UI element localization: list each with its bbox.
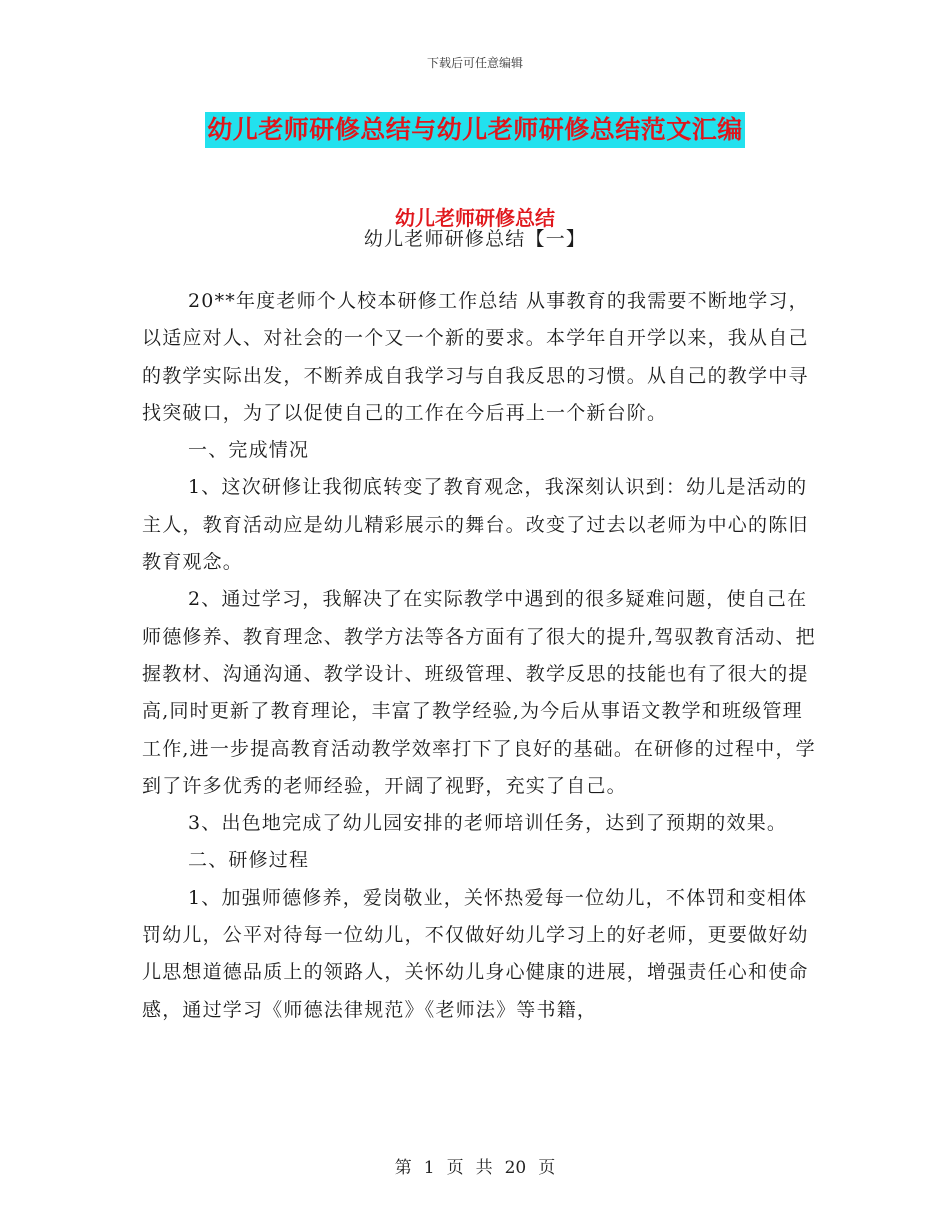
paragraph-process-1: 1、加强师德修养，爱岗敬业，关怀热爱每一位幼儿，不体罚和变相体罚幼儿，公平对待每一位幼儿，不仅做好幼儿学习上的好老师，更要做好幼儿思想道德品质上的领路人，关怀幼儿身心健康的进展，增强责任心和使命感，通过学习《师德法律规范》《老师法》等书籍， — [142, 886, 809, 1021]
document-title: 幼儿老师研修总结与幼儿老师研修总结范文汇编 — [205, 112, 745, 148]
section-title: 幼儿老师研修总结 — [395, 206, 555, 230]
page-footer — [0, 1153, 950, 1178]
total-pages: 20 — [504, 1158, 527, 1178]
heading-process: 二、研修过程 — [188, 849, 310, 872]
paragraph-item-2: 2、通过学习，我解决了在实际教学中遇到的很多疑难问题，使自己在师德修养、教育理念、教学方法等各方面有了很大的提升,驾驭教育活动、把握教材、沟通沟通、教学设计、班级管理、教学反思的技能也有了很大的提高,同时更新了教育理论，丰富了教学经验,为今后从事语文教学和班级管理工作,进一步提高教育活动教学效率打下了良好的基础。在研修的过程中，学到了许多优秀的老师经验，开阔了视野，充实了自己。 — [142, 588, 816, 797]
document-body — [142, 228, 822, 1029]
paragraph-item-3: 3、出色地完成了幼儿园安排的老师培训任务，达到了预期的效果。 — [188, 812, 788, 835]
paragraph-item-1: 1、这次研修让我彻底转变了教育观念，我深刻认识到：幼儿是活动的主人，教育活动应是幼儿精彩展示的舞台。改变了过去以老师为中心的陈旧教育观念。 — [142, 476, 809, 574]
footer-total-prefix: 共 — [475, 1158, 493, 1178]
page-number: 1 — [423, 1158, 435, 1178]
footer-total-unit: 页 — [538, 1158, 556, 1178]
heading-completion: 一、完成情况 — [188, 439, 310, 462]
document-title-container — [0, 112, 950, 148]
footer-page-unit: 页 — [446, 1158, 464, 1178]
paragraph-intro: 20**年度老师个人校本研修工作总结 从事教育的我需要不断地学习，以适应对人、对社会的一个又一个新的要求。本学年自开学以来，我从自己的教学实际出发，不断养成自我学习与自我反思的习惯。从自己的教学中寻找突破口，为了以促使自己的工作在今后再上一个新台阶。 — [142, 290, 809, 424]
sub-title: 幼儿老师研修总结【一】 — [363, 228, 587, 250]
header-note: 下载后可任意编辑 — [426, 56, 523, 70]
footer-prefix: 第 — [394, 1158, 412, 1178]
